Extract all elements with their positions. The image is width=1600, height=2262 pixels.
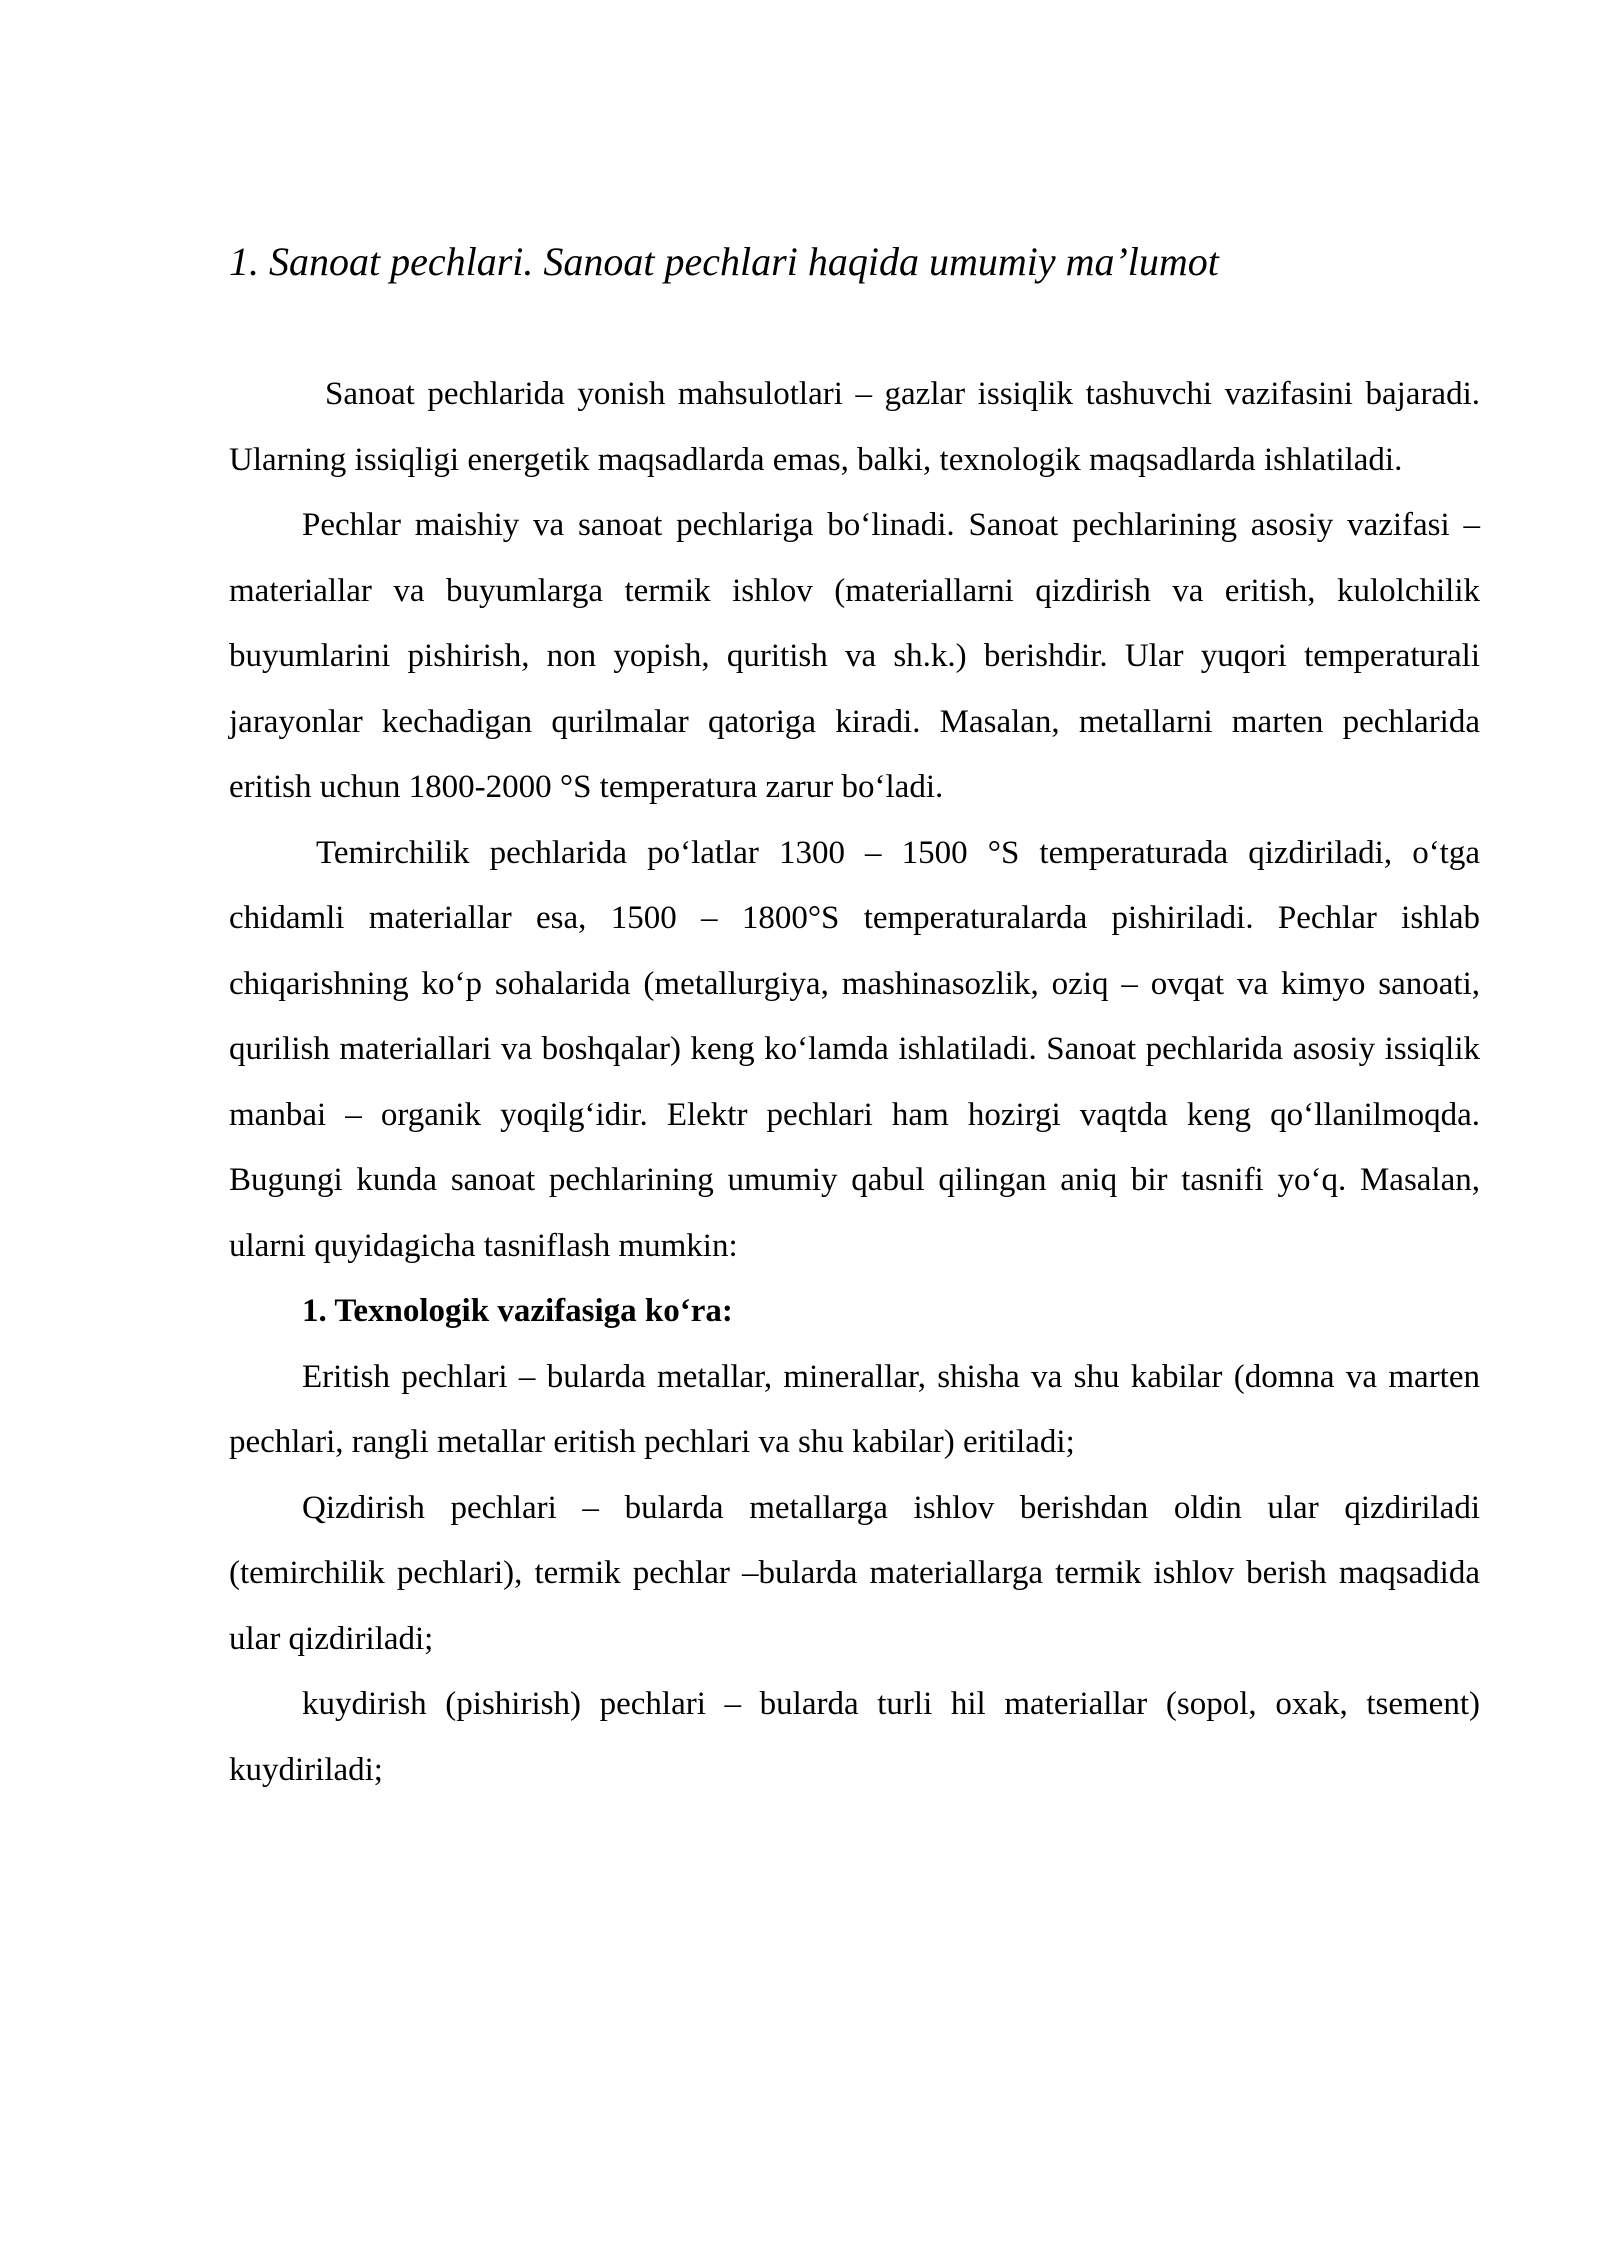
document-body (229, 362, 1480, 1803)
paragraph-intro: Sanoat pechlarida yonish mahsulotlari – gazlar issiqlik tashuvchi vazifasini bajaradi. Ularning issiqligi energetik maqsadlarda emas, balki, texnologik maqsadlarda ishlatiladi. (229, 376, 1480, 478)
paragraph-forge-furnaces: Temirchilik pechlarida po‘latlar 1300 – 1500 °S temperaturada qizdiriladi, o‘tga chidamli materiallar esa, 1500 – 1800°S temperaturalarda pishiriladi. Pechlar ishlab chiqarishning ko‘p sohalarida (metallurgiya, mashinasozlik, oziq – ovqat va kimyo sanoati, qurilish materiallari va boshqalar) keng ko‘lamda ishlatiladi. Sanoat pechlarida asosiy issiqlik manbai – organik yoqilg‘idir. Elektr pechlari ham hozirgi vaqtda keng qo‘llanilmoqda. Bugungi kunda sanoat pechlarining umumiy qabul qilingan aniq bir tasnifi yo‘q. Masalan, ularni quyidagicha tasniflash mumkin: (229, 834, 1480, 1264)
page-title: 1. Sanoat pechlari. Sanoat pechlari haqida umumiy ma’lumot (229, 239, 1219, 284)
section-heading-technological-purpose: 1. Texnologik vazifasiga ko‘ra: (302, 1293, 733, 1329)
paragraph-heating-furnaces: Qizdirish pechlari – bularda metallarga ishlov berishdan oldin ular qizdiriladi (temirchilik pechlari), termik pechlar –bularda materiallarga termik ishlov berish maqsadida ular qizdiriladi; (229, 1489, 1480, 1657)
paragraph-furnace-types: Pechlar maishiy va sanoat pechlariga bo‘linadi. Sanoat pechlarining asosiy vazifasi – materiallar va buyumlarga termik ishlov (materiallarni qizdirish va eritish, kulolchilik buyumlarini pishirish, non yopish, quritish va sh.k.) berishdir. Ular yuqori temperaturali jarayonlar kechadigan qurilmalar qatoriga kiradi. Masalan, metallarni marten pechlarida eritish uchun 1800-2000 °S temperatura zarur bo‘ladi. (229, 507, 1480, 805)
paragraph-firing-furnaces: kuydirish (pishirish) pechlari – bularda turli hil materiallar (sopol, oxak, tsement) kuydiriladi; (229, 1686, 1480, 1788)
paragraph-melting-furnaces: Eritish pechlari – bularda metallar, minerallar, shisha va shu kabilar (domna va marten pechlari, rangli metallar eritish pechlari va shu kabilar) eritiladi; (229, 1358, 1480, 1460)
